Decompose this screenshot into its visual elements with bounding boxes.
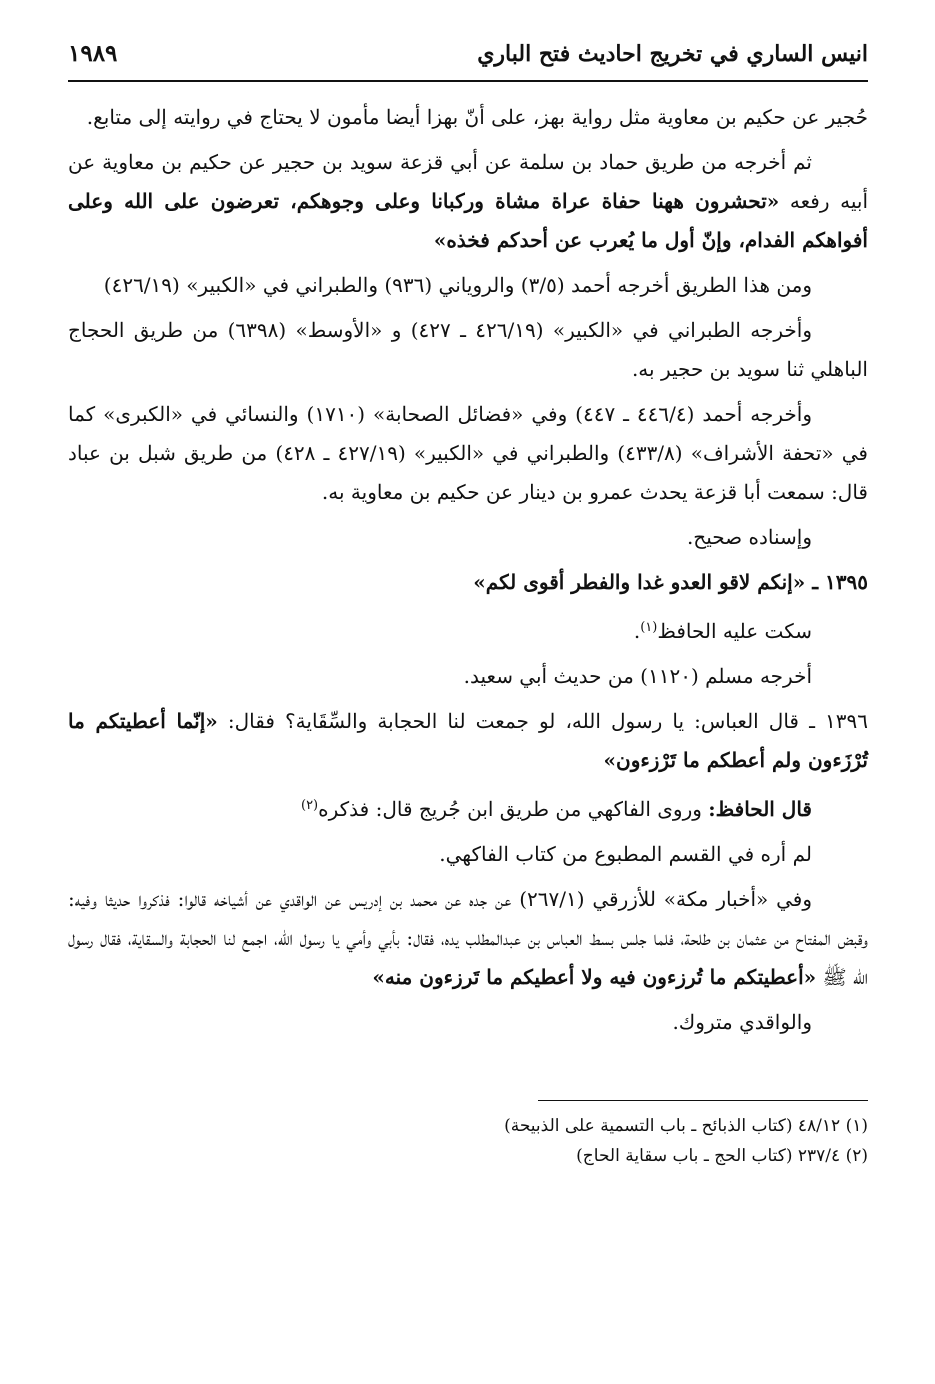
paragraph: ومن هذا الطريق أخرجه أحمد (٣/٥) والروياني (٩٣٦) والطبراني في «الكبير» (٤٢٦/١٩) [103, 273, 812, 297]
paragraph: وأخرجه أحمد (٤٤٦/٤ ـ ٤٤٧) وفي «فضائل الصحابة» (١٧١٠) والنسائي في «الكبرى» كما في «تحفة الأشراف» (٤٣٣/٨) والطبراني في «الكبير» (٤٢٧/١٩ ـ ٤٢٨) من طريق شبل بن عباد قال: سمعت أبا قزعة يحدث عمرو بن دينار عن حكيم بن معاوية به. [68, 402, 868, 504]
hadith-text: «إنّما أعطيتكم ما تُرْزَءون ولم أعطكم ما تَرْزءون» [68, 709, 868, 772]
footnotes [68, 1111, 868, 1171]
page [68, 40, 868, 1171]
paragraph: وفي «أخبار مكة» للأزرقي (٢٦٧/١) عن جده عن محمد بن إدريس عن الواقدي عن أشياخه قالوا: فذكروا حديثا وفيه: وقبض المفتاح من عثمان بن طلحة، فلما جلس بسط العباس بن عبدالمطلب يده، فقال: بأبي وأمي يا رسول الله، اجمع لنا الحجابة والسقاية، فقال رسول الله ﷺ «أعطيتكم ما تُرزءون فيه ولا أعطيكم ما تَرزءون منه» [68, 887, 868, 989]
running-header [68, 40, 868, 82]
footnote-2: (٢) ٢٣٧/٤ (كتاب الحج ـ باب سقاية الحاج) [576, 1146, 868, 1166]
hadith-heading-1396: ١٣٩٦ ـ قال العباس: يا رسول الله، لو جمعت لنا الحجابة والسِّقَاية؟ فقال: «إنّما أعطيتكم ما تُرْزَءون ولم أعطكم ما تَرْزءون» [68, 709, 868, 772]
paragraph: قال الحافظ: وروى الفاكهي من طريق ابن جُريج قال: فذكره$^{(٢)}$ [300, 797, 812, 821]
page-body [68, 98, 868, 1042]
footnote-divider [538, 1100, 868, 1101]
paragraph: سكت عليه الحافظ$^{(١)}$. [633, 619, 812, 643]
paragraph: ثم أخرجه من طريق حماد بن سلمة عن أبي قزعة سويد بن حجير عن حكيم بن معاوية عن أبيه رفعه «تحشرون ههنا حفاة عراة مشاة وركبانا وعلى وجوهكم، تعرضون على الله وعلى أفواهكم الفدام، وإنّ أول ما يُعرب عن أحدكم فخذه» [68, 150, 869, 252]
paragraph: وأخرجه الطبراني في «الكبير» (٤٢٦/١٩ ـ ٤٢٧) و «الأوسط» (٦٣٩٨) من طريق الحجاج الباهلي ثنا سويد بن حجير به. [68, 318, 868, 381]
hadith-heading-1395: ١٣٩٥ ـ «إنكم لاقو العدو غدا والفطر أقوى لكم» [473, 570, 868, 594]
paragraph: لم أره في القسم المطبوع من كتاب الفاكهي. [439, 842, 812, 866]
paragraph: وإسناده صحيح. [686, 525, 812, 549]
footnote-ref[interactable]: (١) [640, 620, 658, 635]
footnote-1: (١) ٤٨/١٢ (كتاب الذبائح ـ باب التسمية على الذبيحة) [504, 1116, 868, 1136]
hadith-text: «أعطيتكم ما تُرزءون فيه ولا أعطيكم ما تَرزءون منه» [372, 965, 817, 989]
page-number: ١٩٨٩ [68, 40, 118, 67]
footnote-ref[interactable]: (٢) [300, 798, 319, 813]
paragraph: حُجير عن حكيم بن معاوية مثل رواية بهز، على أنّ بهزا أيضا مأمون لا يحتاج في روايته إلى متابع. [86, 105, 868, 129]
book-title: انيس الساري في تخريج احاديث فتح الباري [477, 41, 868, 67]
paragraph: أخرجه مسلم (١١٢٠) من حديث أبي سعيد. [463, 664, 812, 688]
paragraph: والواقدي متروك. [672, 1010, 812, 1034]
hadith-text: «تحشرون ههنا حفاة عراة مشاة وركبانا وعلى وجوهكم، تعرضون على الله وعلى أفواهكم الفدام، وإنّ أول ما يُعرب عن أحدكم فخذه» [68, 189, 868, 252]
